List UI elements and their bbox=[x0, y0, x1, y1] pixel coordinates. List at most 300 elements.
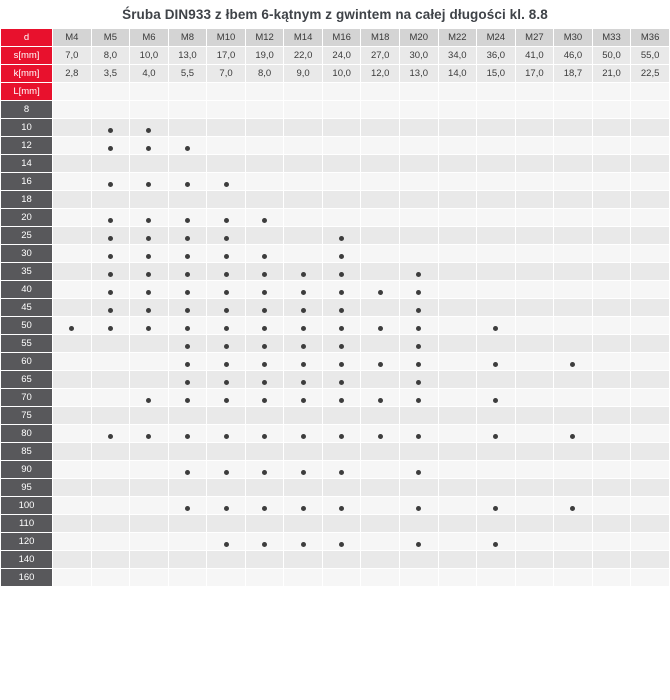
availability-cell bbox=[438, 281, 477, 299]
availability-dot bbox=[146, 218, 151, 223]
availability-cell bbox=[438, 425, 477, 443]
k-value: 14,0 bbox=[438, 65, 477, 83]
length-label: 65 bbox=[1, 371, 53, 389]
availability-dot bbox=[146, 326, 151, 331]
availability-cell bbox=[399, 407, 438, 425]
availability-cell bbox=[631, 497, 670, 515]
spacer-cell bbox=[130, 83, 169, 101]
availability-dot bbox=[262, 542, 267, 547]
availability-cell bbox=[168, 281, 207, 299]
availability-cell bbox=[53, 209, 92, 227]
availability-cell bbox=[91, 281, 130, 299]
availability-cell bbox=[592, 497, 631, 515]
availability-dot bbox=[493, 506, 498, 511]
availability-cell bbox=[91, 317, 130, 335]
availability-dot bbox=[416, 506, 421, 511]
availability-cell bbox=[130, 335, 169, 353]
availability-cell bbox=[91, 461, 130, 479]
table-body bbox=[1, 29, 670, 587]
spacer-cell bbox=[399, 83, 438, 101]
availability-cell bbox=[130, 533, 169, 551]
table-row bbox=[1, 335, 670, 353]
availability-cell bbox=[361, 209, 400, 227]
availability-cell bbox=[399, 173, 438, 191]
availability-cell bbox=[554, 425, 593, 443]
availability-cell bbox=[91, 407, 130, 425]
availability-cell bbox=[245, 281, 284, 299]
availability-cell bbox=[322, 389, 361, 407]
availability-dot bbox=[185, 218, 190, 223]
availability-cell bbox=[631, 533, 670, 551]
availability-cell bbox=[322, 425, 361, 443]
availability-cell bbox=[245, 389, 284, 407]
availability-dot bbox=[339, 398, 344, 403]
availability-cell bbox=[631, 245, 670, 263]
row-label-k: k[mm] bbox=[1, 65, 53, 83]
availability-dot bbox=[146, 128, 151, 133]
availability-cell bbox=[477, 425, 516, 443]
availability-dot bbox=[146, 146, 151, 151]
s-value: 30,0 bbox=[399, 47, 438, 65]
table-row bbox=[1, 551, 670, 569]
availability-cell bbox=[322, 317, 361, 335]
availability-cell bbox=[438, 479, 477, 497]
availability-cell bbox=[130, 479, 169, 497]
availability-cell bbox=[130, 155, 169, 173]
table-row bbox=[1, 461, 670, 479]
availability-dot bbox=[493, 326, 498, 331]
availability-cell bbox=[592, 569, 631, 587]
table-row bbox=[1, 425, 670, 443]
availability-cell bbox=[477, 479, 516, 497]
availability-dot bbox=[339, 236, 344, 241]
s-value: 41,0 bbox=[515, 47, 554, 65]
availability-cell bbox=[284, 245, 323, 263]
availability-cell bbox=[53, 281, 92, 299]
header-label-d: d bbox=[1, 29, 53, 47]
availability-cell bbox=[130, 551, 169, 569]
availability-cell bbox=[631, 317, 670, 335]
availability-cell bbox=[130, 263, 169, 281]
availability-cell bbox=[168, 479, 207, 497]
availability-dot bbox=[301, 326, 306, 331]
spacer-cell bbox=[322, 83, 361, 101]
availability-cell bbox=[284, 119, 323, 137]
row-k-values bbox=[1, 65, 670, 83]
availability-cell bbox=[322, 281, 361, 299]
availability-cell bbox=[477, 245, 516, 263]
availability-cell bbox=[284, 551, 323, 569]
availability-cell bbox=[361, 335, 400, 353]
availability-dot bbox=[301, 398, 306, 403]
availability-cell bbox=[207, 533, 246, 551]
availability-dot bbox=[69, 326, 74, 331]
table-row bbox=[1, 281, 670, 299]
length-label: 35 bbox=[1, 263, 53, 281]
column-header-m27: M27 bbox=[515, 29, 554, 47]
availability-cell bbox=[168, 551, 207, 569]
availability-cell bbox=[207, 209, 246, 227]
column-header-m20: M20 bbox=[399, 29, 438, 47]
availability-cell bbox=[554, 389, 593, 407]
k-value: 21,0 bbox=[592, 65, 631, 83]
column-header-m5: M5 bbox=[91, 29, 130, 47]
availability-cell bbox=[245, 101, 284, 119]
availability-cell bbox=[245, 479, 284, 497]
availability-cell bbox=[477, 155, 516, 173]
availability-cell bbox=[91, 263, 130, 281]
availability-cell bbox=[477, 101, 516, 119]
availability-dot bbox=[224, 272, 229, 277]
column-header-m36: M36 bbox=[631, 29, 670, 47]
availability-cell bbox=[91, 155, 130, 173]
availability-dot bbox=[262, 362, 267, 367]
availability-cell bbox=[53, 461, 92, 479]
length-label: 12 bbox=[1, 137, 53, 155]
availability-cell bbox=[245, 461, 284, 479]
availability-cell bbox=[361, 299, 400, 317]
availability-cell bbox=[361, 515, 400, 533]
availability-cell bbox=[361, 227, 400, 245]
table-row bbox=[1, 137, 670, 155]
availability-cell bbox=[515, 533, 554, 551]
availability-cell bbox=[168, 245, 207, 263]
table-header-row bbox=[1, 29, 670, 47]
availability-cell bbox=[91, 569, 130, 587]
availability-cell bbox=[245, 515, 284, 533]
availability-cell bbox=[515, 443, 554, 461]
availability-cell bbox=[322, 191, 361, 209]
k-value: 7,0 bbox=[207, 65, 246, 83]
length-label: 8 bbox=[1, 101, 53, 119]
availability-cell bbox=[130, 515, 169, 533]
availability-cell bbox=[554, 263, 593, 281]
availability-cell bbox=[631, 137, 670, 155]
availability-cell bbox=[53, 263, 92, 281]
availability-cell bbox=[554, 515, 593, 533]
availability-cell bbox=[91, 551, 130, 569]
availability-cell bbox=[361, 461, 400, 479]
availability-dot bbox=[185, 398, 190, 403]
availability-cell bbox=[130, 119, 169, 137]
availability-cell bbox=[168, 443, 207, 461]
availability-cell bbox=[245, 497, 284, 515]
availability-cell bbox=[592, 173, 631, 191]
availability-cell bbox=[130, 443, 169, 461]
table-row bbox=[1, 533, 670, 551]
availability-dot bbox=[108, 326, 113, 331]
availability-dot bbox=[339, 470, 344, 475]
availability-cell bbox=[130, 101, 169, 119]
availability-cell bbox=[592, 227, 631, 245]
availability-cell bbox=[554, 101, 593, 119]
availability-cell bbox=[477, 407, 516, 425]
availability-cell bbox=[53, 137, 92, 155]
availability-cell bbox=[130, 227, 169, 245]
availability-dot bbox=[262, 470, 267, 475]
availability-cell bbox=[168, 173, 207, 191]
length-label: 120 bbox=[1, 533, 53, 551]
availability-cell bbox=[284, 173, 323, 191]
availability-cell bbox=[361, 425, 400, 443]
availability-dot bbox=[108, 434, 113, 439]
availability-cell bbox=[284, 335, 323, 353]
availability-cell bbox=[515, 155, 554, 173]
availability-dot bbox=[224, 326, 229, 331]
availability-cell bbox=[554, 371, 593, 389]
availability-cell bbox=[631, 281, 670, 299]
availability-dot bbox=[224, 434, 229, 439]
spacer-cell bbox=[207, 83, 246, 101]
availability-dot bbox=[570, 506, 575, 511]
length-label: 140 bbox=[1, 551, 53, 569]
length-label: 60 bbox=[1, 353, 53, 371]
availability-dot bbox=[339, 308, 344, 313]
availability-cell bbox=[322, 551, 361, 569]
availability-dot bbox=[262, 380, 267, 385]
availability-cell bbox=[91, 137, 130, 155]
availability-dot bbox=[339, 272, 344, 277]
availability-cell bbox=[399, 335, 438, 353]
availability-cell bbox=[477, 137, 516, 155]
availability-cell bbox=[554, 479, 593, 497]
availability-cell bbox=[168, 497, 207, 515]
availability-cell bbox=[399, 299, 438, 317]
availability-cell bbox=[554, 173, 593, 191]
length-label: 16 bbox=[1, 173, 53, 191]
availability-cell bbox=[322, 533, 361, 551]
spacer-cell bbox=[515, 83, 554, 101]
spacer-cell bbox=[592, 83, 631, 101]
availability-cell bbox=[130, 209, 169, 227]
availability-cell bbox=[592, 317, 631, 335]
k-value: 8,0 bbox=[245, 65, 284, 83]
table-row bbox=[1, 155, 670, 173]
availability-dot bbox=[416, 542, 421, 547]
availability-cell bbox=[207, 191, 246, 209]
availability-cell bbox=[515, 515, 554, 533]
availability-cell bbox=[91, 443, 130, 461]
availability-cell bbox=[207, 155, 246, 173]
length-label: 25 bbox=[1, 227, 53, 245]
availability-cell bbox=[168, 209, 207, 227]
s-value: 36,0 bbox=[477, 47, 516, 65]
availability-cell bbox=[477, 569, 516, 587]
availability-dot bbox=[224, 380, 229, 385]
availability-cell bbox=[91, 173, 130, 191]
availability-dot bbox=[339, 326, 344, 331]
availability-cell bbox=[207, 461, 246, 479]
availability-dot bbox=[224, 398, 229, 403]
availability-cell bbox=[91, 209, 130, 227]
table-row bbox=[1, 353, 670, 371]
availability-dot bbox=[378, 326, 383, 331]
availability-cell bbox=[284, 569, 323, 587]
length-label: 45 bbox=[1, 299, 53, 317]
availability-dot bbox=[301, 542, 306, 547]
table-row bbox=[1, 479, 670, 497]
availability-cell bbox=[245, 119, 284, 137]
availability-dot bbox=[262, 434, 267, 439]
availability-cell bbox=[284, 443, 323, 461]
spacer-cell bbox=[477, 83, 516, 101]
s-value: 8,0 bbox=[91, 47, 130, 65]
availability-dot bbox=[262, 308, 267, 313]
availability-cell bbox=[361, 407, 400, 425]
length-label: 70 bbox=[1, 389, 53, 407]
availability-cell bbox=[207, 479, 246, 497]
availability-cell bbox=[130, 371, 169, 389]
availability-cell bbox=[477, 317, 516, 335]
s-value: 55,0 bbox=[631, 47, 670, 65]
availability-cell bbox=[207, 443, 246, 461]
availability-cell bbox=[284, 515, 323, 533]
spacer-cell bbox=[168, 83, 207, 101]
availability-cell bbox=[515, 137, 554, 155]
availability-dot bbox=[416, 344, 421, 349]
availability-cell bbox=[592, 137, 631, 155]
table-row bbox=[1, 119, 670, 137]
availability-cell bbox=[554, 407, 593, 425]
availability-cell bbox=[53, 515, 92, 533]
length-label: 100 bbox=[1, 497, 53, 515]
availability-cell bbox=[477, 299, 516, 317]
availability-cell bbox=[399, 353, 438, 371]
availability-dot bbox=[224, 362, 229, 367]
row-label-l: L[mm] bbox=[1, 83, 53, 101]
availability-cell bbox=[361, 191, 400, 209]
availability-cell bbox=[53, 443, 92, 461]
availability-cell bbox=[438, 569, 477, 587]
availability-cell bbox=[592, 209, 631, 227]
s-value: 17,0 bbox=[207, 47, 246, 65]
availability-cell bbox=[361, 353, 400, 371]
availability-cell bbox=[245, 137, 284, 155]
availability-cell bbox=[245, 551, 284, 569]
availability-cell bbox=[554, 155, 593, 173]
column-header-m30: M30 bbox=[554, 29, 593, 47]
availability-cell bbox=[168, 227, 207, 245]
availability-dot bbox=[224, 344, 229, 349]
length-label: 40 bbox=[1, 281, 53, 299]
availability-cell bbox=[631, 407, 670, 425]
availability-cell bbox=[399, 551, 438, 569]
length-label: 30 bbox=[1, 245, 53, 263]
availability-cell bbox=[245, 191, 284, 209]
availability-dot bbox=[185, 362, 190, 367]
availability-cell bbox=[477, 551, 516, 569]
availability-dot bbox=[570, 434, 575, 439]
availability-cell bbox=[631, 173, 670, 191]
availability-dot bbox=[493, 362, 498, 367]
availability-cell bbox=[592, 245, 631, 263]
table-row bbox=[1, 389, 670, 407]
availability-dot bbox=[185, 380, 190, 385]
availability-cell bbox=[91, 515, 130, 533]
availability-cell bbox=[245, 335, 284, 353]
availability-cell bbox=[168, 101, 207, 119]
availability-cell bbox=[168, 299, 207, 317]
availability-cell bbox=[438, 245, 477, 263]
availability-cell bbox=[477, 263, 516, 281]
table-row bbox=[1, 209, 670, 227]
availability-cell bbox=[477, 389, 516, 407]
availability-dot bbox=[108, 128, 113, 133]
availability-cell bbox=[168, 191, 207, 209]
availability-dot bbox=[339, 254, 344, 259]
availability-cell bbox=[477, 443, 516, 461]
availability-cell bbox=[515, 569, 554, 587]
availability-cell bbox=[207, 389, 246, 407]
spacer-cell bbox=[554, 83, 593, 101]
availability-cell bbox=[592, 515, 631, 533]
availability-cell bbox=[515, 101, 554, 119]
availability-dot bbox=[416, 308, 421, 313]
availability-cell bbox=[168, 389, 207, 407]
availability-cell bbox=[245, 209, 284, 227]
availability-cell bbox=[477, 461, 516, 479]
availability-dot bbox=[416, 434, 421, 439]
availability-dot bbox=[185, 290, 190, 295]
availability-cell bbox=[554, 335, 593, 353]
availability-cell bbox=[361, 551, 400, 569]
availability-dot bbox=[224, 218, 229, 223]
availability-cell bbox=[322, 263, 361, 281]
availability-dot bbox=[108, 218, 113, 223]
availability-cell bbox=[438, 533, 477, 551]
availability-cell bbox=[207, 317, 246, 335]
availability-dot bbox=[262, 290, 267, 295]
availability-dot bbox=[185, 470, 190, 475]
table-row bbox=[1, 497, 670, 515]
table-row bbox=[1, 299, 670, 317]
availability-cell bbox=[130, 569, 169, 587]
availability-cell bbox=[438, 119, 477, 137]
availability-cell bbox=[438, 335, 477, 353]
availability-cell bbox=[91, 479, 130, 497]
availability-dot bbox=[262, 254, 267, 259]
availability-cell bbox=[322, 299, 361, 317]
availability-cell bbox=[53, 173, 92, 191]
table-row bbox=[1, 173, 670, 191]
availability-cell bbox=[53, 155, 92, 173]
k-value: 2,8 bbox=[53, 65, 92, 83]
s-value: 7,0 bbox=[53, 47, 92, 65]
availability-cell bbox=[515, 425, 554, 443]
availability-cell bbox=[399, 497, 438, 515]
availability-cell bbox=[631, 515, 670, 533]
availability-cell bbox=[91, 119, 130, 137]
availability-cell bbox=[631, 209, 670, 227]
availability-dot bbox=[301, 290, 306, 295]
availability-cell bbox=[91, 191, 130, 209]
availability-cell bbox=[515, 389, 554, 407]
availability-cell bbox=[207, 569, 246, 587]
length-label: 55 bbox=[1, 335, 53, 353]
availability-cell bbox=[399, 101, 438, 119]
availability-dot bbox=[416, 326, 421, 331]
availability-cell bbox=[130, 497, 169, 515]
availability-dot bbox=[262, 326, 267, 331]
availability-cell bbox=[245, 371, 284, 389]
s-value: 24,0 bbox=[322, 47, 361, 65]
availability-cell bbox=[515, 371, 554, 389]
k-value: 9,0 bbox=[284, 65, 323, 83]
availability-cell bbox=[592, 371, 631, 389]
availability-cell bbox=[554, 245, 593, 263]
availability-dot bbox=[146, 254, 151, 259]
availability-cell bbox=[245, 263, 284, 281]
